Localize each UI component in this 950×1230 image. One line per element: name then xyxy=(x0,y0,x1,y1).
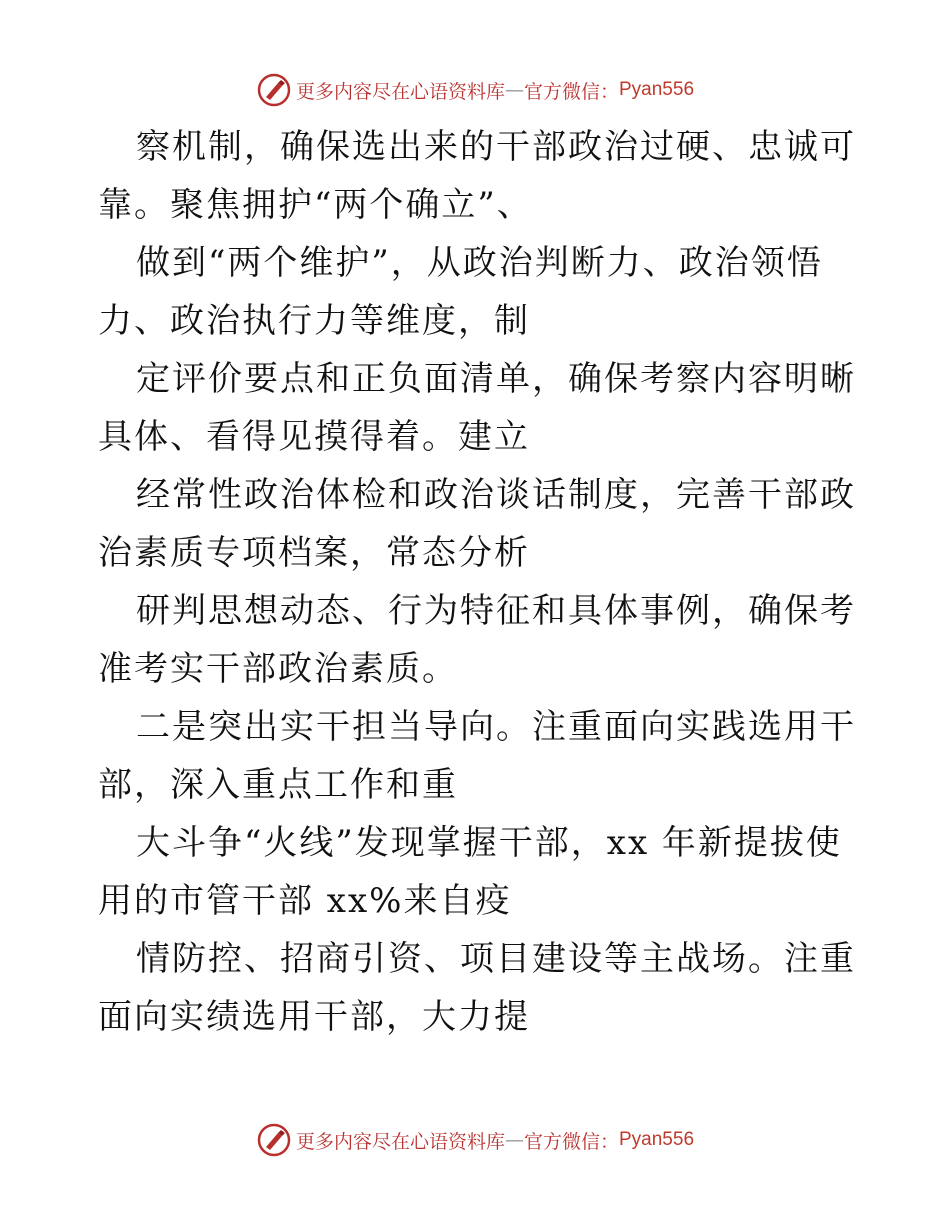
watermark-brand: 更多内容尽在心语资料库 xyxy=(295,80,505,103)
pen-seal-icon xyxy=(256,1122,292,1158)
paragraph: 研判思想动态、行为特征和具体事例，确保考准考实干部政治素质。 xyxy=(98,591,856,689)
watermark-account: Pyan556 xyxy=(619,1129,695,1150)
paragraph: 经常性政治体检和政治谈话制度，完善干部政治素质专项档案，常态分析 xyxy=(98,475,856,573)
pen-seal-icon xyxy=(256,72,292,108)
header-watermark xyxy=(0,70,950,110)
paragraph: 定评价要点和正负面清单，确保考察内容明晰具体、看得见摸得着。建立 xyxy=(98,359,856,457)
watermark-account: Pyan556 xyxy=(619,79,695,100)
footer-watermark xyxy=(0,1120,950,1160)
watermark-brand: 更多内容尽在心语资料库 xyxy=(295,1130,505,1153)
watermark-contact-label: 官方微信： xyxy=(523,80,619,103)
watermark-separator: — xyxy=(504,79,524,101)
paragraph: 大斗争“火线”发现掌握干部，xx 年新提拔使用的市管干部 xx%来自疫 xyxy=(98,823,842,921)
watermark-separator: — xyxy=(504,1129,524,1151)
paragraph: 二是突出实干担当导向。注重面向实践选用干部，深入重点工作和重 xyxy=(98,707,856,805)
paragraph: 做到“两个维护”，从政治判断力、政治领悟力、政治执行力等维度，制 xyxy=(98,243,823,341)
paragraph: 察机制，确保选出来的干部政治过硬、忠诚可靠。聚焦拥护“两个确立”、 xyxy=(98,127,856,225)
document-body xyxy=(98,118,858,1046)
paragraph: 情防控、招商引资、项目建设等主战场。注重面向实绩选用干部，大力提 xyxy=(98,939,856,1037)
watermark-contact-label: 官方微信： xyxy=(523,1130,619,1153)
